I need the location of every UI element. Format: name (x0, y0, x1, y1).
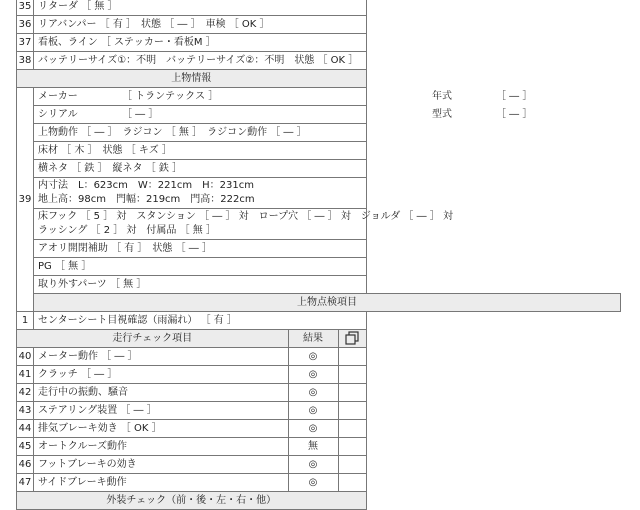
row-number: 47 (17, 474, 34, 492)
row-result: ◎ (288, 402, 338, 420)
row-extra (338, 420, 366, 438)
row-text: バッテリーサイズ①：不明 バッテリーサイズ②：不明 状態 ［ OK ］ (34, 52, 367, 70)
row-text: フットブレーキの効き (34, 456, 289, 474)
row-extra (338, 456, 366, 474)
floor-row: 床材 ［ 木 ］ 状態 ［ キズ ］ (34, 142, 367, 160)
row-result: ◎ (288, 474, 338, 492)
table-row (17, 16, 621, 34)
row-result: ◎ (288, 420, 338, 438)
row-number: 1 (17, 312, 34, 330)
maker-value: ［ トランテックス ］ (122, 90, 219, 102)
row-number: 42 (17, 384, 34, 402)
row-extra (338, 366, 366, 384)
row-number: 39 (17, 88, 34, 312)
row-text: リアバンパー ［ 有 ］ 状態 ［ ― ］ 車検 ［ OK ］ (34, 16, 367, 34)
row-extra (338, 384, 366, 402)
table-row (17, 348, 621, 366)
section-title: 上物情報 (17, 70, 367, 88)
row-number: 41 (17, 366, 34, 384)
row-number: 46 (17, 456, 34, 474)
row-text: クラッチ ［ ― ］ (34, 366, 289, 384)
table-row (17, 276, 621, 294)
section-title: 外装チェック（前・後・左・右・他） (17, 492, 367, 510)
table-row (17, 209, 621, 240)
row-text: 排気ブレーキ効き ［ OK ］ (34, 420, 289, 438)
table-row (17, 438, 621, 456)
table-row (17, 312, 621, 330)
model-value: ［ ― ］ (496, 108, 533, 120)
beam-row: 横ネタ ［ 鉄 ］ 縦ネタ ［ 鉄 ］ (34, 160, 367, 178)
row-result: 無 (288, 438, 338, 456)
removable-row: 取り外すパーツ ［ 無 ］ (34, 276, 367, 294)
row-extra (338, 474, 366, 492)
model-label: 型式 (432, 108, 452, 120)
row-text: リターダ ［ 無 ］ (34, 0, 367, 16)
table-row (17, 52, 621, 70)
table-row (17, 160, 621, 178)
row-number: 43 (17, 402, 34, 420)
table-row (17, 178, 621, 209)
year-value: ［ ― ］ (496, 90, 533, 102)
table-row (17, 384, 621, 402)
row-text: 看板、ライン ［ ステッカー・看板M ］ (34, 34, 367, 52)
table-row (17, 402, 621, 420)
serial-value: ［ ― ］ (122, 108, 159, 120)
row-number: 38 (17, 52, 34, 70)
table-row (17, 366, 621, 384)
row-number: 44 (17, 420, 34, 438)
section-header-exterior (17, 492, 621, 510)
table-row (17, 106, 621, 124)
hooks-line-1: 床フック ［ 5 ］ 対 スタンション ［ ― ］ 対 ロープ穴 ［ ― ］ 対 ジョルダ ［ ― ］ 対 (38, 211, 453, 222)
table-row (17, 142, 621, 160)
maker-label: メーカー (38, 90, 78, 102)
maker-row (34, 88, 533, 106)
hooks-line-2: ラッシング ［ 2 ］ 対 付属品 ［ 無 ］ (38, 225, 216, 236)
year-label: 年式 (432, 90, 452, 102)
copy-cell[interactable] (338, 330, 366, 348)
section-header-driving (17, 330, 621, 348)
table-row (17, 240, 621, 258)
row-text: 走行中の振動、騒音 (34, 384, 289, 402)
hooks-row (34, 209, 453, 240)
row-extra (338, 402, 366, 420)
section-header-inspection (17, 294, 621, 312)
row-number: 45 (17, 438, 34, 456)
row-result: ◎ (288, 348, 338, 366)
table-row (17, 124, 621, 142)
inner-dimensions: 内寸法 L：623cm W：221cm H：231cm (38, 180, 254, 191)
dimensions-row (34, 178, 367, 209)
aori-row: アオリ開閉補助 ［ 有 ］ 状態 ［ ― ］ (34, 240, 367, 258)
row-text: サイドブレーキ動作 (34, 474, 289, 492)
table-row (17, 88, 621, 106)
table-row (17, 0, 621, 16)
inspection-table (16, 0, 621, 510)
height-dimensions: 地上高：98cm 門幅：219cm 門高：222cm (38, 194, 255, 205)
table-row (17, 420, 621, 438)
row-number: 36 (17, 16, 34, 34)
row-result: ◎ (288, 456, 338, 474)
row-text: メーター動作 ［ ― ］ (34, 348, 289, 366)
row-text: オートクルーズ動作 (34, 438, 289, 456)
row-number: 40 (17, 348, 34, 366)
table-row (17, 258, 621, 276)
inspection-sheet (16, 0, 621, 510)
serial-row (34, 106, 533, 124)
section-header-upper (17, 70, 621, 88)
table-row (17, 474, 621, 492)
row-number: 35 (17, 0, 34, 16)
table-row (17, 456, 621, 474)
operation-row: 上物動作 ［ ― ］ ラジコン ［ 無 ］ ラジコン動作 ［ ― ］ (34, 124, 367, 142)
result-header: 結果 (288, 330, 338, 348)
row-extra (338, 348, 366, 366)
row-result: ◎ (288, 384, 338, 402)
table-row (17, 34, 621, 52)
copy-icon[interactable] (344, 331, 360, 345)
row-text: センターシート目視確認（雨漏れ） ［ 有 ］ (34, 312, 367, 330)
row-extra (338, 438, 366, 456)
row-number: 37 (17, 34, 34, 52)
row-text: ステアリング装置 ［ ― ］ (34, 402, 289, 420)
section-title: 走行チェック項目 (17, 330, 289, 348)
section-title: 上物点検項目 (34, 294, 621, 312)
serial-label: シリアル (38, 108, 78, 120)
pg-row: PG ［ 無 ］ (34, 258, 367, 276)
row-result: ◎ (288, 366, 338, 384)
